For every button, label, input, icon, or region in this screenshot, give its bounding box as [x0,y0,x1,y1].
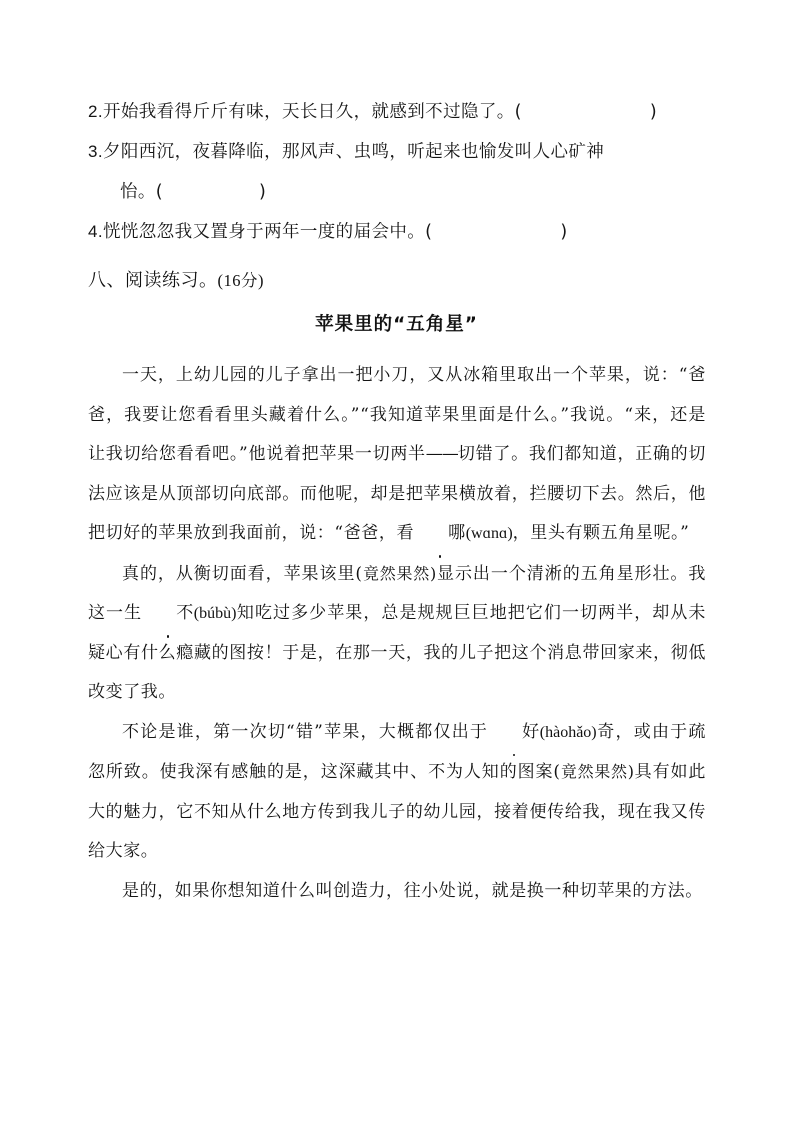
exercise-text-3-cont: 怡。( [120,182,164,202]
exercise-number-4: 4 [88,222,98,241]
exercise-list [88,92,708,252]
exercise-item-3-line2 [88,172,708,212]
paragraph-2-segment-2: 显示出一个清淅的五角星形壮。我这一生 [88,563,706,623]
pinyin-option-na: nɑ) [490,525,513,542]
article-body [88,356,706,911]
pinyin-option-hao3: hǎo) [568,723,597,741]
exercise-number-dot-2: . [97,102,103,121]
exercise-text-3: 夕阳西沉，夜暮降临，那风声、虫鸣，听起来也愉发叫人心矿神 [102,142,605,162]
exercise-number-dot-4: . [97,222,103,241]
pinyin-option-hao4: (hào [539,723,569,741]
paragraph-1-segment-2: 切错了。我们都知道，正确的切法应该是从顶部切向底部。而他呢，却是把苹果横放着，拦腰切下去。然后，他把切好的苹果放到我面前，说：“爸爸，看 [88,444,706,543]
paragraph-3-segment-2: 奇，或由于疏忽所致。使我深有感触的是，这深藏其中、不为人知的图案( [88,721,707,782]
paragraph-2-segment-3: 知吃过多少苹果，总是规规巨巨地把它们一切两半，却从未疑心有什么瘾藏的图按！于是，在那一天，我的儿子把这个消息带回家来，彻低改变了我。 [88,603,706,702]
exercise-number-3: 3 [88,142,98,161]
choice-option-guoran-2: 果然) [594,762,635,781]
choice-option-jingran-1: 竟然 [362,563,397,583]
paragraph-1-segment-3: ，里头有颗五角星呢。” [512,523,690,543]
pinyin-option-bu2: (bú [193,605,216,622]
pinyin-option-bu4: bù) [215,605,237,622]
paragraph-1-em-dash: —— [425,444,458,464]
section-points: (16分) [217,271,264,290]
emphasis-dot-char-bu: 不 [142,594,194,634]
article-paragraph-3 [88,713,706,872]
paragraph-3-segment-3: 具有如此大的魅力，它不知从什么地方传到我儿子的幼儿园，接着便传给我，现在我又传给大家。 [88,762,706,861]
choice-option-jingran-2: 竟然 [560,762,595,781]
pinyin-option-wa: (wɑ [465,525,491,542]
exercise-item-2 [88,92,708,132]
exercise-item-3 [88,132,708,212]
section-heading-reading [88,266,264,292]
paragraph-2-segment-1: 真的，从衡切面看，苹果该里( [122,563,363,584]
exercise-item-4 [88,212,708,252]
choice-option-guoran-1: 果然) [396,563,437,583]
exercise-text-2: 开始我看得斤斤有味，天长日久，就感到不过隐了。( [102,102,522,122]
exercise-number-2: 2 [88,102,98,121]
paragraph-3-segment-1: 不论是谁，第一次切“错”苹果，大概都仅出于 [122,721,489,742]
article-paragraph-1 [88,356,706,554]
exercise-close-paren-2: ) [649,102,657,122]
paragraph-4-segment-1: 是的，如果你想知道什么叫创造力，往小处说，就是换一种切苹果的方法。 [122,880,703,901]
exercise-number-dot-3: . [97,142,103,161]
section-heading-label: 八、阅读练习。 [88,270,218,291]
exercise-close-paren-3: ) [259,182,266,202]
emphasis-dot-char-hao: 好 [488,713,540,753]
paragraph-1-segment-1: 一天，上幼儿园的儿子拿出一把小刀，又从冰箱里取出一个苹果，说：“爸爸，我要让您看看里头藏着什么。”“我知道苹果里面是什么。”我说。“来，还是让我切给您看看吧。”他说着把苹果一切两半 [88,365,706,464]
article-paragraph-4 [88,872,706,912]
emphasis-dot-char-na: 哪 [414,514,466,554]
exercise-close-paren-4: ) [560,222,568,242]
article-title: 苹果里的“五角星” [315,314,478,335]
article-paragraph-2 [88,554,706,713]
exercise-text-4: 恍恍忽忽我又置身于两年一度的届会中。( [102,222,433,242]
